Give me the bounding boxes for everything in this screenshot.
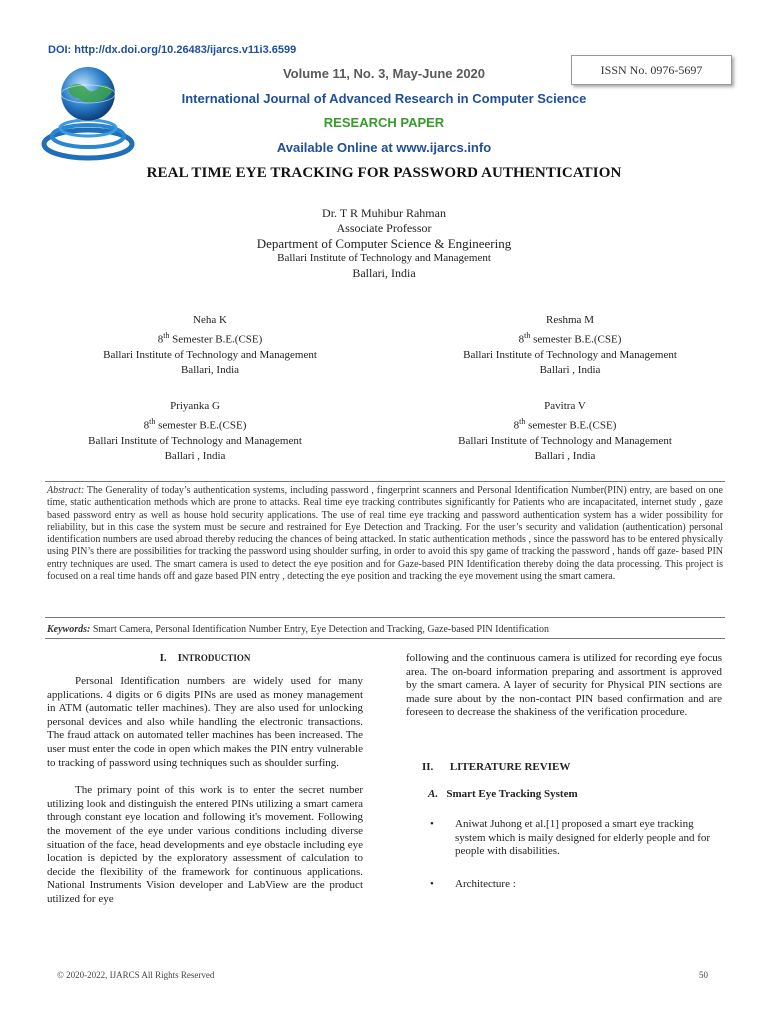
lead-author-block <box>0 206 768 281</box>
paper-type: RESEARCH PAPER <box>323 115 445 130</box>
paragraph: following and the continuous camera is utilized for recording eye focus area. The on-board information preparing and assortment is approved by the smart camera. A layer of security for Physical PIN sections are made sure about by the non-contact PIN based confirmation and are foreseen to decrease the shakiness of the verification procedure. <box>406 652 722 719</box>
abstract <box>47 485 723 583</box>
author-inst: Ballari Institute of Technology and Management <box>463 348 677 361</box>
author-semester: 8th semester B.E.(CSE) <box>513 417 617 432</box>
bullet-icon: • <box>430 878 434 890</box>
author-block-3 <box>45 399 345 464</box>
bullet-item: Aniwat Juhong et al.[1] proposed a smart eye tracking system which is maily designed for elderly people and for people with disabilities. <box>455 818 711 858</box>
keywords-label: Keywords: <box>47 624 91 635</box>
author-place: Ballari , India <box>539 363 601 376</box>
issn-box: ISSN No. 0976-5697 <box>571 55 732 85</box>
divider <box>45 617 725 618</box>
subsection-heading: A. Smart Eye Tracking System <box>428 788 578 800</box>
abstract-text: The Generality of today’s authentication systems, including password , fingerprint scanners and Personal Identification Number(PIN) entry, are based on one time, static authentication methods which are prone to attacks. Real time eye tracking contributes significantly for Patients who are incapacitated, internet study , gaze based password entry as well as house hold security applications. The use of real time eye tracking and password authentication system has a wider possibility for reliability, but in this case the system must be secure and restrained for Eye Detection and Tracking. For the user’s security and validation (authentication) personal identification numbers are used abroad thereby reducing the chances of being attacked. In static authentication methods , since the password has to be entered physically using PIN’s there are possibilities for tracking the password using shoulder surfing, in order to avoid this spy game of tracking the password , hands off gaze- based PIN entry techniques are used. The smart camera is used to detect the eye position and for Gaze-based PIN Identification thereby doing the data processing. This project is focused on a real time hands off and gaze based PIN entry , detecting the eye position and tracking the eye movement using the smart camera. <box>47 485 723 583</box>
right-column-body <box>406 652 722 720</box>
author-name: Priyanka G <box>170 400 220 412</box>
volume-issue: Volume 11, No. 3, May-June 2020 <box>282 66 486 81</box>
divider <box>45 481 725 482</box>
author-name: Pavitra V <box>544 400 586 412</box>
author-semester: 8th Semester B.E.(CSE) <box>157 331 263 346</box>
author-inst: Ballari Institute of Technology and Management <box>458 434 672 447</box>
author-block-4 <box>415 399 715 464</box>
footer-copyright: © 2020-2022, IJARCS All Rights Reserved <box>57 970 215 980</box>
author-semester: 8th semester B.E.(CSE) <box>143 417 247 432</box>
author-inst: Ballari Institute of Technology and Management <box>103 348 317 361</box>
lead-author-place: Ballari, India <box>352 266 416 280</box>
author-block-1 <box>60 313 360 378</box>
abstract-label: Abstract: <box>47 485 85 496</box>
keywords <box>47 624 723 635</box>
lead-author-inst: Ballari Institute of Technology and Management <box>277 252 491 264</box>
divider <box>45 638 725 639</box>
author-place: Ballari , India <box>534 449 596 462</box>
author-place: Ballari , India <box>164 449 226 462</box>
availability-line: Available Online at www.ijarcs.info <box>276 140 492 155</box>
author-name: Reshma M <box>546 314 594 326</box>
paragraph: Personal Identification numbers are widely used for many applications. 4 digits or 6 digits PINs are used as money management in ATM (automatic teller machines). They are also used for unlocking personal devices and also while handling the electronic transactions. The fraud attack on automated teller machines has been increased. The user must enter the code in open which makes the PIN entry vulnerable to tracking of password using techniques such as shoulder surfing. <box>47 675 363 769</box>
author-block-2 <box>420 313 720 378</box>
author-semester: 8th semester B.E.(CSE) <box>518 331 622 346</box>
doi-link[interactable]: DOI: http://dx.doi.org/10.26483/ijarcs.v11i3.6599 <box>48 44 297 56</box>
bullet-item: Architecture : <box>455 878 516 890</box>
paragraph: The primary point of this work is to enter the secret number utilizing look and distinguish the entered PINs utilizing a smart camera through constant eye location and following it's movement. Following the movement of the eye under various conditions including diverse situation of the face, head developments and eye obstacle including eye location is depicted by the exploratory assessment of calculation to decide the flexibility of the framework for continuous applications. National Instruments Vision developer and LabView are the product utilized for eye <box>47 784 363 905</box>
author-place: Ballari, India <box>180 363 240 376</box>
section-heading-literature: II. LITERATURE REVIEW <box>422 761 571 773</box>
keywords-text: Smart Camera, Personal Identification Number Entry, Eye Detection and Tracking, Gaze-based PIN Identification <box>90 624 550 635</box>
journal-name: International Journal of Advanced Research in Computer Science <box>181 91 587 106</box>
paper-title: REAL TIME EYE TRACKING FOR PASSWORD AUTHENTICATION <box>146 165 622 181</box>
lead-author-role: Associate Professor <box>336 221 432 235</box>
author-inst: Ballari Institute of Technology and Management <box>88 434 302 447</box>
page-number: 50 <box>699 970 708 980</box>
intro-body <box>47 675 363 907</box>
bullet-icon: • <box>430 818 434 830</box>
section-heading-introduction: I. INTRODUCTION <box>159 652 251 664</box>
lead-author-name: Dr. T R Muhibur Rahman <box>322 206 446 220</box>
lead-author-dept: Department of Computer Science & Engineering <box>256 236 512 251</box>
author-name: Neha K <box>193 314 227 326</box>
